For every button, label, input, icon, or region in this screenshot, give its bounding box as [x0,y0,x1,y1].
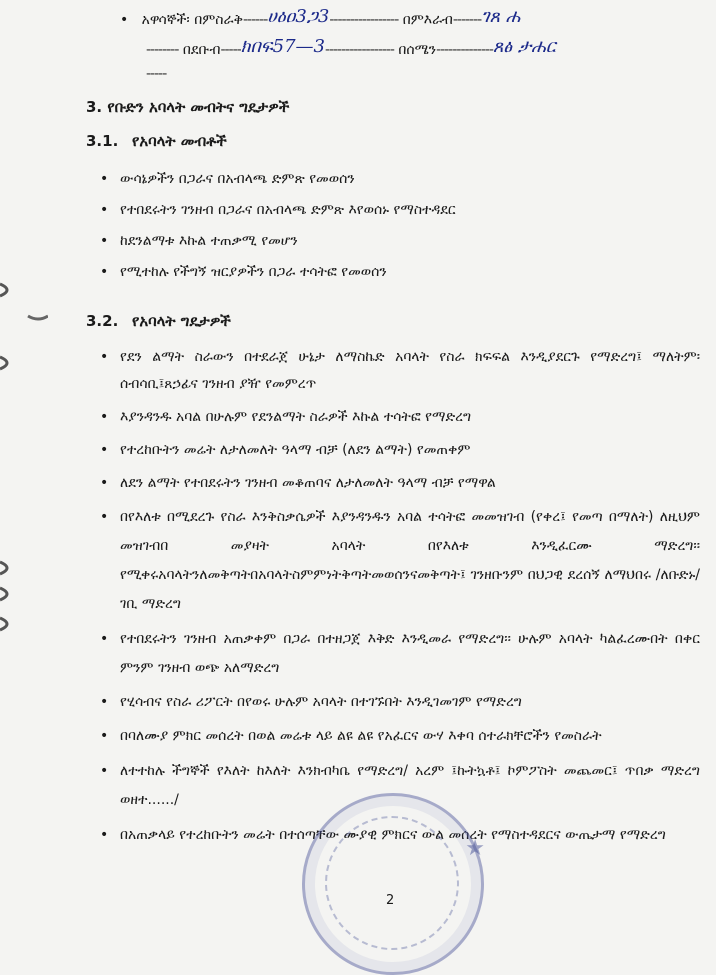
bullet: • [100,509,109,525]
section-number: 3.2. [86,312,119,330]
bullet: • [100,349,109,365]
bullet: • [100,409,109,425]
bullet: • [100,728,109,744]
list-item-text: የደን ልማት ስራውን በተደራጀ ሁኔታ ለማስኬድ አባላት የስራ ክፍፍል እንዲያደርጉ የማድረግ፤ ማለትም፡ ሰብሳቢ፤ጸኃፊና ገንዘብ ያዥ የመምረጥ [120,349,700,392]
west-signature: ገጸ ሐ [481,6,521,27]
dash-line: ----------------- [325,42,394,58]
official-stamp [302,793,484,975]
dash-line: ----- [146,66,167,82]
list-item [100,344,700,398]
bullet: • [100,694,109,710]
north-signature: ጸፅ ታሐር [492,36,556,57]
list-item [100,437,700,464]
binder-hole-icon [0,616,22,632]
section-3-2-heading [86,312,231,330]
dash-line: ----- [220,42,241,58]
binder-hole-icon [0,586,22,602]
list-item-text: በባለሙያ ምክር መሰረት በወል መሬቱ ላይ ልዩ ልዩ የአፈርና ውሃ እቀባ ሰተራክቸሮችን የመስራት [120,728,602,744]
bullet: • [100,171,109,187]
south-label: በደቡብ [182,42,221,58]
bullet: • [100,264,109,280]
list-item [100,503,700,619]
list-item-text: በአጠቃላይ የተረከቡትን መሬት በተሰጣቸው ሙያዊ ምክርና ውል መሰረት የማስተዳደርና ውጤታማ የማድረግ [120,827,666,843]
neighbors-row-1 [120,8,520,29]
list-item-text: የተረከቡትን መሬት ለታለመለት ዓላማ ብቻ (ለደን ልማት) የመጠቀም [120,442,471,458]
list-item-text: ለደን ልማት የተበደሩትን ገንዘብ መቆጠባና ለታለመለት ዓላማ ብቻ የማዋል [120,475,496,491]
rights-list [100,164,700,288]
binder-hole-icon [0,355,22,371]
bullet: • [100,763,109,779]
dash-line: ----------------- [329,12,399,28]
section-title: የአባላት ግዴታዎች [132,312,231,330]
dash-line: -------- [146,42,179,58]
stamp-inner-ring [325,816,459,950]
section-title: የአባላት መብቶች [132,132,227,150]
star-icon: ★ [465,836,485,861]
page-number: 2 [386,893,395,908]
section-3-1-heading [86,132,227,150]
east-label: በምስራቅ [194,12,243,28]
list-item-text: የሚተከሉ የችግኝ ዝርያዎችን በጋራ ተሳትፎ የመወሰን [120,264,387,280]
list-item-text: የሂሳብና የስራ ሪፖርት በየወሩ ሁሉም አባላት በተገኙበት እንዲገመገም የማድረግ [120,694,522,710]
list-item [100,164,700,195]
list-item-text: የተበደሩትን ገንዘብ በጋራና በአብላጫ ድምጽ እየወሰኑ የማስተዳደር [120,202,456,218]
section-3-title: 3. የቡድን አባላት መብትና ግዴታዎች [86,98,290,116]
list-item [100,226,700,257]
bullet: • [100,827,109,843]
dash-line: ------ [243,12,268,28]
list-item [100,722,700,751]
duties-list [100,344,700,850]
bullet: • [100,631,109,647]
list-item-text: በየእለቱ በሚደረጉ የስራ እንቅስቃሴዎች እያንዳንዱን አባል ተሳትፎ መመዝገብ (የቀረ፤ የመጣ በማለት) ለዚህም መዝገብበ መያዛት አባላት በየእለቱ እንዲፈርሙ ማድረግ፡፡ የሚቀሩአባላትንለመቅጣትበአባላትስምምነትቅጣትመወሰንናመቅጣት፤ ገንዘቡንም በህጋዊ ደረሰኝ ለማህበሩ /ለቡድኑ/ ገቢ ማድረግ [120,509,700,612]
list-item [100,404,700,431]
list-item [100,625,700,683]
north-label: በሰሜን [398,42,437,58]
list-item-text: እያንዳንዱ አባል በሁሉም የደንልማት ስራዎች እኩል ተሳትፎ የማድረግ [120,409,472,425]
bullet: • [100,202,109,218]
list-item [100,257,700,288]
section-number: 3.1. [86,132,119,150]
dash-line: -------------- [436,42,493,58]
dash-line: ------- [452,12,482,28]
binder-hole-icon [0,560,22,576]
signatories-label: አዋሳኞች፡ [141,12,190,28]
neighbors-row-3 [146,66,166,82]
bullet: • [100,233,109,249]
neighbors-row-2 [146,38,556,59]
bullet: • [100,475,109,491]
list-item [100,689,700,716]
east-signature: ሀዕዐ3ጋ3 [267,6,330,27]
list-item [100,195,700,226]
list-item-text: የተበደሩትን ገንዘብ አጠቃቀም በጋራ በተዘጋጀ እቅድ እንዲመራ የማድረግ፡፡ ሁሉም አባላት ካልፈረሙበት በቀር ምንም ገንዘብ ወጭ አለማድረግ [120,631,700,676]
bullet: • [100,442,109,458]
bullet: • [120,12,138,28]
list-item-text: ለተተከሉ ችግኞች የእለት ከእለት እንክብካቤ የማድረግ/ አረም ፤ኩትኳቶ፤ ኮምፖስት መጨመር፤ ጥበቃ ማድረግ ወዘተ....../ [120,763,700,808]
west-label: በምእራብ [402,12,453,28]
south-signature: ክበፍ57—3 [240,36,326,57]
binder-hole-icon [26,312,48,328]
list-item-text: ውሳኔዎችን በጋራና በአብላጫ ድምጽ የመወሰን [120,171,355,187]
list-item [100,470,700,497]
binder-hole-icon [0,282,22,298]
list-item-text: ከደንልማቱ እኩል ተጠቃሚ የመሆን [120,233,298,249]
